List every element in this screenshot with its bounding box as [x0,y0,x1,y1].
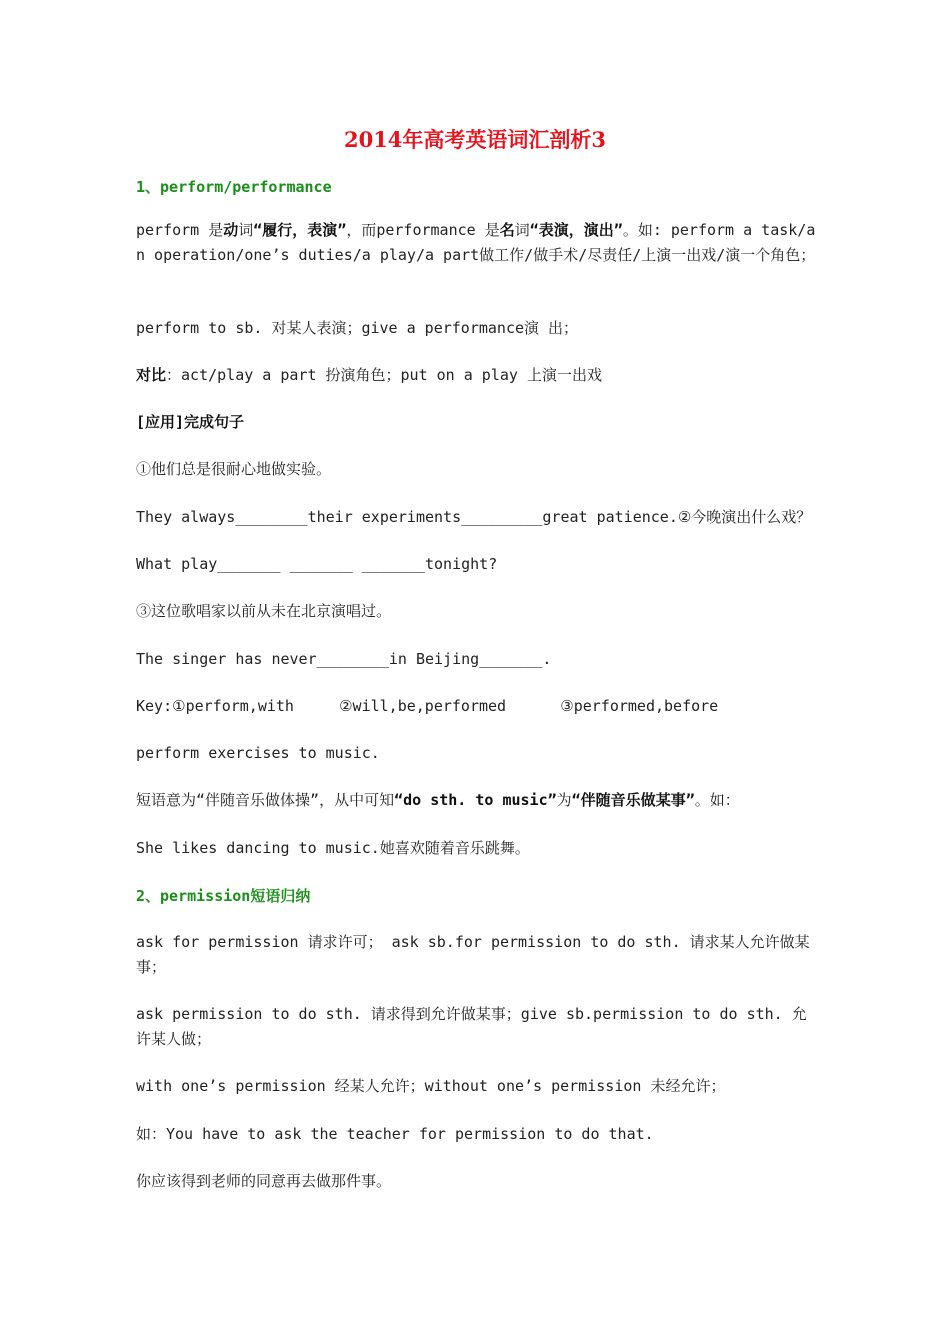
bold-text: “履行，表演” [253,221,347,239]
exercise-item-1-chinese: ①他们总是很耐心地做实验。 [136,460,332,478]
bold-text: “表演，演出” [529,221,623,239]
paragraph-permission-phrases-1: ask for permission 请求许可； ask sb.for permission to do sth. 请求某人允许做某事； [136,933,810,976]
exercise-item-3-chinese: ③这位歌唱家以前从未在北京演唱过。 [136,602,392,620]
bold-text: [应用]完成句子 [136,413,245,431]
text-segment: 。如: perform a task/an operation/one’s duties/a play/a part做工作/做手术/尽责任/上演一出戏/演一个角色； [136,221,816,264]
text-segment: 。如： [694,791,740,809]
paragraph-perform-definition [136,218,816,268]
document-title: 2014年高考英语词汇剖析3 [343,127,607,152]
example-sentence-music: She likes dancing to music.她喜欢随着音乐跳舞。 [136,839,530,857]
text-segment: 短语意为“伴随音乐做体操”，从中可知 [136,791,395,809]
bold-text: “伴随音乐做某事” [571,791,695,809]
exercise-item-1-sentence: They always________their experiments_________great patience.②今晚演出什么戏？ [136,508,812,526]
text-segment: perform 是 [136,221,224,239]
section-heading-perform: 1、perform/performance [136,178,332,196]
paragraph-permission-phrases-2: ask permission to do sth. 请求得到允许做某事；give sb.permission to do sth. 允许某人做； [136,1005,807,1048]
paragraph-permission-phrases-3: with one’s permission 经某人允许；without one’s permission 未经允许； [136,1077,726,1095]
example-translation: 你应该得到老师的同意再去做那件事。 [136,1172,392,1190]
exercise-item-3-sentence: The singer has never________in Beijing_______. [136,650,552,668]
paragraph-compare [136,363,816,388]
text-segment: ，而performance 是 [346,221,500,239]
compare-label: 对比 [136,366,167,384]
bold-text: “do sth. to music” [394,791,557,809]
exercise-heading [136,410,816,435]
bold-text: 动 [223,221,239,239]
phrase-perform-exercises: perform exercises to music. [136,744,380,762]
section-heading-permission: 2、permission短语归纳 [136,887,311,905]
text-segment: ：act/play a part 扮演角色；put on a play 上演一出戏 [166,366,602,384]
paragraph-perform-to: perform to sb. 对某人表演；give a performance演 出； [136,319,579,337]
exercise-item-2-sentence: What play_______ _______ _______tonight? [136,555,498,573]
paragraph-phrase-meaning [136,788,816,813]
text-segment: 词 [514,221,530,239]
bold-text: 名 [499,221,515,239]
text-segment: 词 [238,221,254,239]
example-sentence-permission: 如：You have to ask the teacher for permission to do that. [136,1125,654,1143]
answer-key: Key:①perform,with ②will,be,performed ③performed,before [136,697,719,715]
text-segment: 为 [556,791,572,809]
